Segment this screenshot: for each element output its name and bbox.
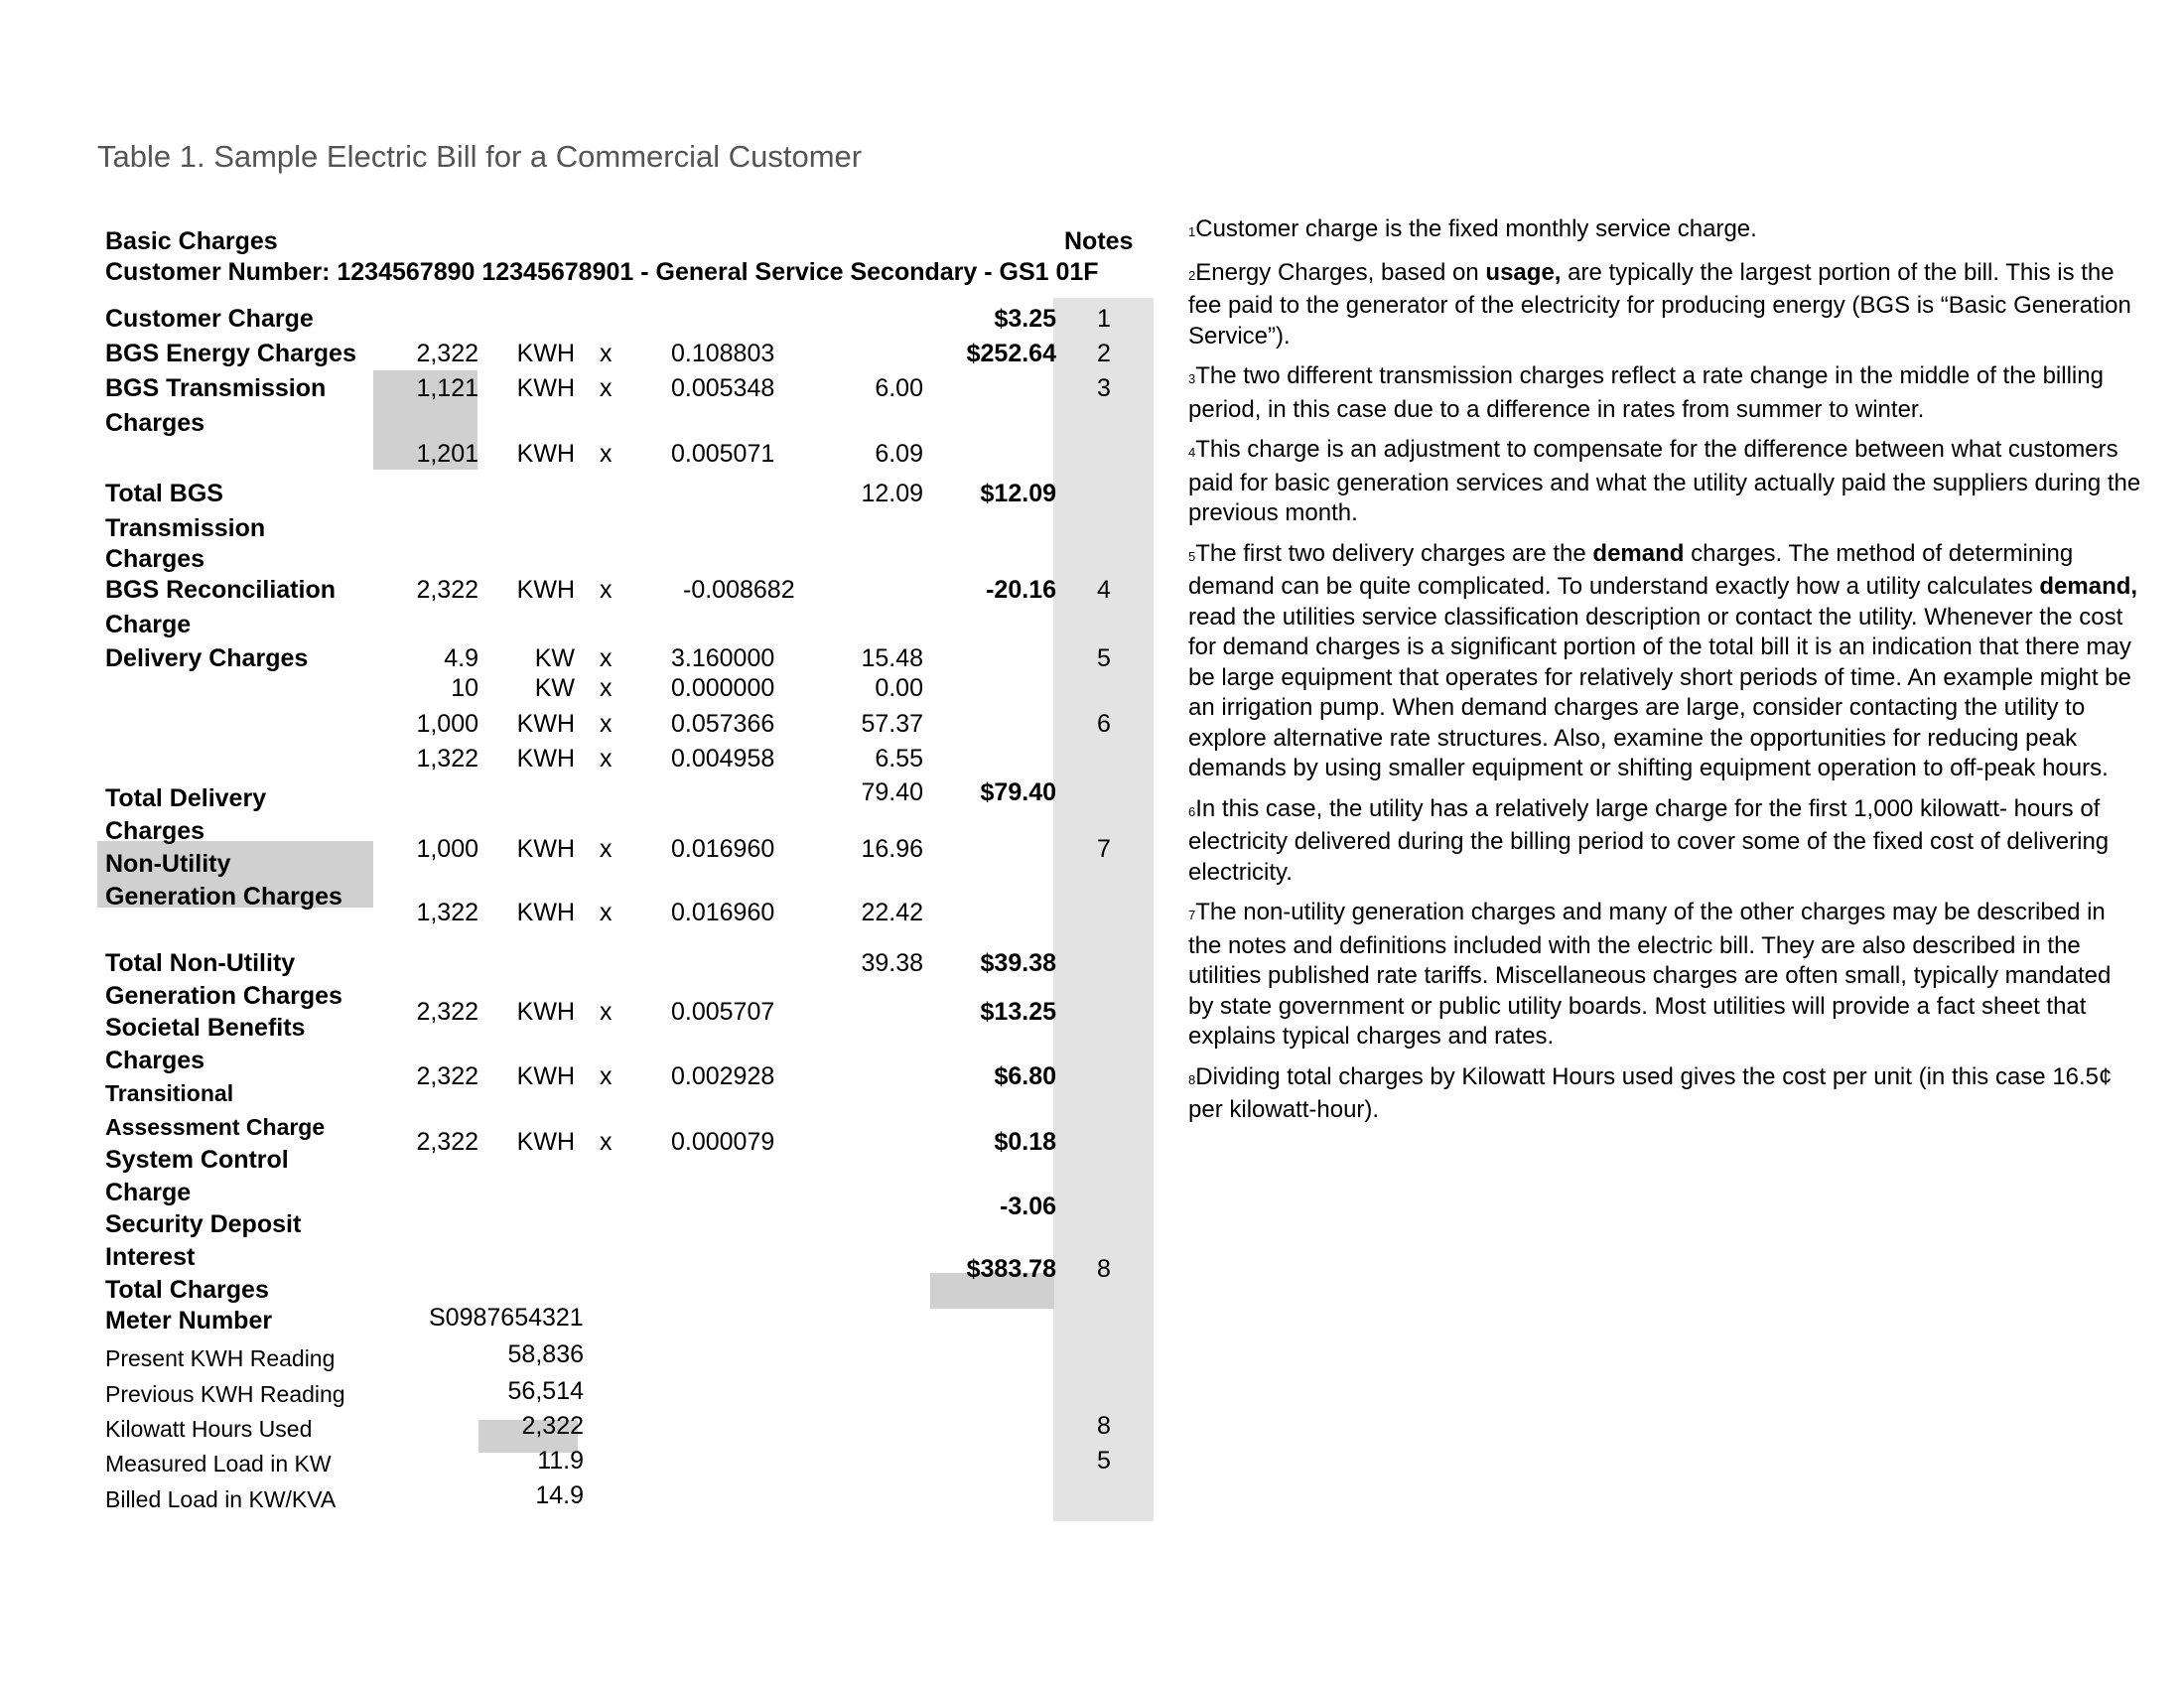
row-label-bgs-energy: BGS Energy Charges: [105, 340, 356, 367]
cell-system-control-unit: KWH: [516, 1128, 575, 1156]
measured-load-label: Measured Load in KW: [105, 1451, 332, 1477]
cell-non-utility-1-qty: 1,000: [416, 835, 478, 863]
cell-system-control-qty: 2,322: [416, 1128, 478, 1156]
row-label-total-delivery-1: Total Delivery: [105, 784, 267, 812]
present-reading-value: 58,836: [507, 1340, 584, 1368]
cell-total-delivery-amount: 79.40: [861, 778, 923, 806]
cell-non-utility-2-rate: 0.016960: [671, 899, 775, 926]
cell-delivery-1-qty: 4.9: [444, 644, 478, 672]
cell-delivery-2-amount: 0.00: [875, 674, 923, 702]
cell-bgs-energy-rate: 0.108803: [671, 340, 775, 367]
cell-bgs-trans-2-rate: 0.005071: [671, 440, 775, 468]
cell-non-utility-1-note: 7: [1097, 835, 1111, 863]
note-8: 8Dividing total charges by Kilowatt Hours used gives the cost per unit (in this case 16.5¢ per kilowatt-hour).: [1188, 1062, 2113, 1123]
cell-total-non-utility-amount: 39.38: [861, 949, 923, 977]
cell-transitional-unit: KWH: [516, 1062, 575, 1090]
note-7: 7The non-utility generation charges and many of the other charges may be described in the notes and definitions included with the electric bill. They are also described in the utilities published rate tariffs. Miscellaneous charges are often small, typically mandated by state government or public utility boards. Most utilities will provide a fact sheet that explains typical charges and rates.: [1188, 899, 2112, 1050]
cell-transitional-rate: 0.002928: [671, 1062, 775, 1090]
row-label-total-bgs-2: Transmission: [105, 514, 266, 542]
cell-delivery-4-x: x: [600, 745, 613, 773]
cell-total-charges-total: $383.78: [966, 1255, 1056, 1283]
cell-bgs-energy-unit: KWH: [516, 340, 575, 367]
cell-non-utility-2-x: x: [600, 899, 613, 926]
cell-transitional-total: $6.80: [994, 1062, 1056, 1090]
cell-bgs-energy-qty: 2,322: [416, 340, 478, 367]
cell-transitional-qty: 2,322: [416, 1062, 478, 1090]
row-label-system-control-2: Charge: [105, 1179, 192, 1206]
measured-load-note: 5: [1097, 1447, 1111, 1475]
notes-panel: [1188, 214, 2141, 1136]
cell-bgs-trans-2-amount: 6.09: [875, 440, 923, 468]
cell-delivery-3-qty: 1,000: [416, 710, 478, 738]
cell-customer-charge-note: 1: [1097, 305, 1111, 333]
kwh-used-value: 2,322: [521, 1412, 584, 1440]
cell-bgs-recon-x: x: [600, 576, 613, 604]
cell-transitional-x: x: [600, 1062, 613, 1090]
cell-non-utility-1-unit: KWH: [516, 835, 575, 863]
cell-delivery-1-amount: 15.48: [861, 644, 923, 672]
meter-number-value: S0987654321: [429, 1304, 584, 1332]
cell-delivery-2-qty: 10: [451, 674, 478, 702]
cell-system-control-rate: 0.000079: [671, 1128, 775, 1156]
row-label-customer-charge: Customer Charge: [105, 305, 314, 333]
cell-bgs-energy-x: x: [600, 340, 613, 367]
row-label-total-non-utility-2: Generation Charges: [105, 982, 342, 1010]
cell-delivery-3-note: 6: [1097, 710, 1111, 738]
cell-bgs-recon-rate: -0.008682: [683, 576, 795, 604]
cell-delivery-3-unit: KWH: [516, 710, 575, 738]
note-4: 4This charge is an adjustment to compensate for the difference between what customers paid for basic generation services and what the utility actually paid the suppliers during the previous month.: [1188, 436, 2141, 526]
row-label-bgs-recon-1: BGS Reconciliation: [105, 576, 336, 604]
cell-delivery-2-rate: 0.000000: [671, 674, 775, 702]
row-label-bgs-transmission-2: Charges: [105, 409, 205, 437]
previous-reading-label: Previous KWH Reading: [105, 1381, 345, 1407]
cell-bgs-trans-2-x: x: [600, 440, 613, 468]
cell-bgs-trans-1-qty: 1,121: [416, 374, 478, 402]
cell-bgs-recon-total: -20.16: [986, 576, 1056, 604]
row-label-transitional-1: Transitional: [105, 1080, 234, 1106]
meter-number-label: Meter Number: [105, 1307, 273, 1335]
cell-bgs-energy-total: $252.64: [966, 340, 1056, 367]
row-label-delivery: Delivery Charges: [105, 644, 309, 672]
cell-societal-total: $13.25: [980, 998, 1056, 1026]
cell-total-charges-note: 8: [1097, 1255, 1111, 1283]
note-3: 3The two different transmission charges reflect a rate change in the middle of the billing period, in this case due to a difference in rates from summer to winter.: [1188, 362, 2104, 423]
cell-delivery-3-rate: 0.057366: [671, 710, 775, 738]
cell-bgs-trans-1-note: 3: [1097, 374, 1111, 402]
row-label-security-2: Interest: [105, 1243, 196, 1271]
cell-delivery-1-rate: 3.160000: [671, 644, 775, 672]
basic-charges-heading: Basic Charges: [105, 227, 278, 255]
cell-non-utility-2-qty: 1,322: [416, 899, 478, 926]
cell-bgs-trans-2-qty: 1,201: [416, 440, 478, 468]
row-label-total-bgs-1: Total BGS: [105, 480, 223, 507]
cell-non-utility-1-rate: 0.016960: [671, 835, 775, 863]
cell-delivery-2-x: x: [600, 674, 613, 702]
notes-heading: Notes: [1064, 227, 1134, 255]
billed-load-label: Billed Load in KW/KVA: [105, 1486, 337, 1512]
row-label-security-1: Security Deposit: [105, 1210, 302, 1238]
cell-non-utility-1-x: x: [600, 835, 613, 863]
row-label-bgs-recon-2: Charge: [105, 611, 192, 638]
cell-delivery-4-amount: 6.55: [875, 745, 923, 773]
row-label-societal-2: Charges: [105, 1047, 205, 1074]
row-label-total-non-utility-1: Total Non-Utility: [105, 949, 296, 977]
cell-societal-x: x: [600, 998, 613, 1026]
cell-societal-unit: KWH: [516, 998, 575, 1026]
note-6: 6In this case, the utility has a relatively large charge for the first 1,000 kilowatt- hours of electricity delivered during the billing period to cover some of the fixed cost of delivering electricity.: [1188, 794, 2110, 886]
cell-bgs-trans-1-unit: KWH: [516, 374, 575, 402]
row-label-bgs-transmission-1: BGS Transmission: [105, 374, 327, 402]
cell-total-bgs-amount: 12.09: [861, 480, 923, 507]
cell-societal-qty: 2,322: [416, 998, 478, 1026]
previous-reading-value: 56,514: [507, 1377, 584, 1405]
cell-bgs-recon-qty: 2,322: [416, 576, 478, 604]
cell-delivery-1-x: x: [600, 644, 613, 672]
cell-non-utility-1-amount: 16.96: [861, 835, 923, 863]
cell-delivery-4-unit: KWH: [516, 745, 575, 773]
cell-bgs-trans-1-amount: 6.00: [875, 374, 923, 402]
measured-load-value: 11.9: [537, 1447, 584, 1475]
note-5: 5The first two delivery charges are the demand charges. The method of determining demand can be quite complicated. To understand exactly how a utility calculates demand, read the utilities service classification description or contact the utility. Whenever the cost for demand charges is a significant portion of the total bill it is an indication that there may be large equipment that operates for relatively short periods of time. An example might be an irrigation pump. When demand charges are large, consider contacting the utility to explore alternative rate structures. Also, examine the opportunities for reducing peak demands by using smaller equipment or shifting equipment operation to off-peak hours.: [1188, 539, 2138, 781]
row-label-societal-1: Societal Benefits: [105, 1014, 306, 1042]
row-label-transitional-2: Assessment Charge: [105, 1114, 326, 1140]
row-label-non-utility-1: Non-Utility: [105, 850, 231, 878]
cell-total-delivery-total: $79.40: [980, 778, 1056, 806]
row-label-system-control-1: System Control: [105, 1146, 289, 1174]
cell-bgs-recon-note: 4: [1097, 576, 1111, 604]
cell-non-utility-2-amount: 22.42: [861, 899, 923, 926]
cell-system-control-total: $0.18: [994, 1128, 1056, 1156]
kwh-used-label: Kilowatt Hours Used: [105, 1416, 313, 1442]
kwh-used-note: 8: [1097, 1412, 1111, 1440]
cell-delivery-4-rate: 0.004958: [671, 745, 775, 773]
cell-security-total: -3.06: [1000, 1193, 1056, 1220]
cell-bgs-trans-1-rate: 0.005348: [671, 374, 775, 402]
cell-bgs-recon-unit: KWH: [516, 576, 575, 604]
cell-customer-charge-total: $3.25: [994, 305, 1056, 333]
notes-column-background: [1053, 298, 1154, 1521]
page-title: Table 1. Sample Electric Bill for a Commercial Customer: [97, 139, 863, 174]
cell-total-non-utility-total: $39.38: [980, 949, 1056, 977]
present-reading-label: Present KWH Reading: [105, 1345, 336, 1371]
cell-system-control-x: x: [600, 1128, 613, 1156]
cell-bgs-trans-2-unit: KWH: [516, 440, 575, 468]
cell-delivery-4-qty: 1,322: [416, 745, 478, 773]
cell-delivery-3-x: x: [600, 710, 613, 738]
cell-bgs-energy-note: 2: [1097, 340, 1111, 367]
row-label-non-utility-2: Generation Charges: [105, 883, 342, 911]
cell-delivery-3-amount: 57.37: [861, 710, 923, 738]
cell-societal-rate: 0.005707: [671, 998, 775, 1026]
row-label-total-bgs-3: Charges: [105, 545, 205, 573]
cell-delivery-1-note: 5: [1097, 644, 1111, 672]
cell-non-utility-2-unit: KWH: [516, 899, 575, 926]
note-1: 1Customer charge is the fixed monthly service charge.: [1188, 215, 1757, 242]
customer-number: Customer Number: 1234567890 12345678901 - General Service Secondary - GS1 01F: [105, 258, 1099, 286]
note-2: 2Energy Charges, based on usage, are typically the largest portion of the bill. This is the fee paid to the generator of the electricity for producing energy (BGS is “Basic Generation Service”).: [1188, 258, 2131, 350]
row-label-total-delivery-2: Charges: [105, 817, 205, 845]
cell-delivery-1-unit: KW: [534, 644, 575, 672]
cell-total-bgs-total: $12.09: [980, 480, 1056, 507]
cell-delivery-2-unit: KW: [534, 674, 575, 702]
billed-load-value: 14.9: [535, 1481, 584, 1509]
row-label-total-charges: Total Charges: [105, 1276, 269, 1304]
cell-bgs-trans-1-x: x: [600, 374, 613, 402]
